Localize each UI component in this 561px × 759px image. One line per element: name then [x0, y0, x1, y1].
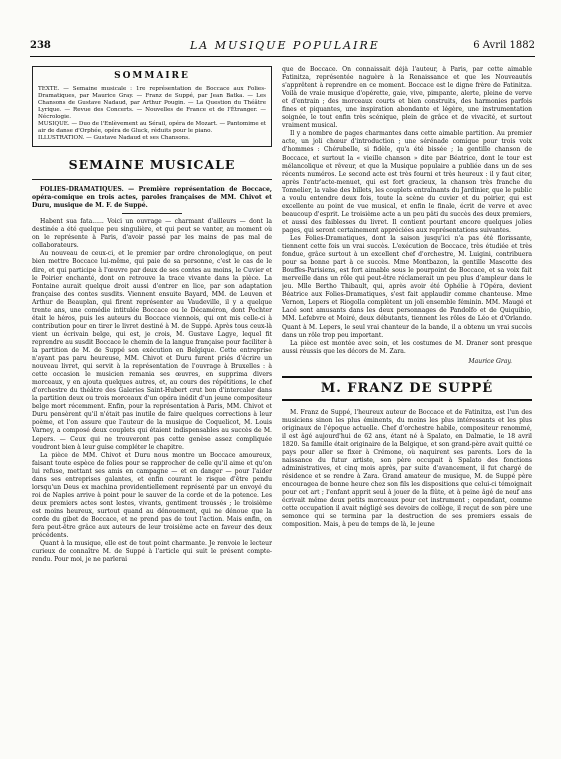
suppe-title: M. FRANZ DE SUPPÉ [282, 376, 532, 401]
semaine-continued-2: Il y a nombre de pages charmantes dans cette aimable partition. Au premier acte, un joli chœur d'introduction ; une sérénade comique pour trois voix d'hommes : Chérubelle, si fidèle, qu'a été bissée ; la gentille chanson de Boccace, et surtout la « vieille chanson » dite par Béatrice, dont le tour est mélancolique et rêveur, et que la Musique populaire a publiée dans un de ses récents numéros. Le second acte est très fourni et très heureux : il y faut citer, après l'entr'acte-menuet, qui est fort gracieux, la chanson très franche du Tonnelier, la valse des billets, les couplets entraînants du Jardinier, que le public a voulu entendre deux fois, toute la scène du cuvier et du poirier, qui est excellente au point de vue musical, et enfin le finale, écrit de verve et avec beaucoup d'esprit. Le troisième acte a un peu pâti du succès des deux premiers, et aussi des faiblesses du livret. Il contient pourtant encore quelques jolies pages, qui seront certainement appréciées aux représentations suivantes. [282, 130, 532, 234]
semaine-paragraph-1: Habent sua fata...... Voici un ouvrage — charmant d'ailleurs — dont la destinée a été quelque peu singulière, et qui peut se vanter, au moment où on le représente à Paris, d'avoir passé par les mains de pas mal de collaborateurs. [32, 218, 272, 250]
semaine-paragraph-4: Quant à la musique, elle est de tout point charmante. Je renvoie le lecteur curieux de connaître M. de Suppé à l'article qui suit le présent compte-rendu. Pour moi, je ne parlerai [32, 540, 272, 564]
sommaire-box [32, 66, 272, 147]
suppe-paragraph-1: M. Franz de Suppé, l'heureux auteur de Boccace et de Fatinitza, est l'un des musiciens sinon les plus éminents, du moins les plus intéressants et les plus originaux de l'époque actuelle. Chef d'orchestre habile, compositeur renommé, il est âgé aujourd'hui de 62 ans, étant né à Spalato, en Dalmatie, le 18 avril 1820. Sa famille était originaire de la Belgique, et son grand-père avait quitté ce pays pour aller se fixer à Crémone, où naquirent ses parents. Lors de la naissance du futur artiste, son père occupait à Spalato des fonctions administratives, et cinq mois après, par suite d'avancement, il fut chargé de résidence et se rendre à Zara. Grand amateur de musique, M. de Suppé père encouragea de bonne heure chez son fils les dispositions que celui-ci témoignait pour cet art ; l'enfant apprit seul à jouer de la flûte, et à peine âgé de neuf ans écrivait même deux petits morceaux pour cet instrument ; cependant, comme cette occupation il avait négligé ses devoirs de collège, il reçut de son père une semonce qui se termina par la destruction de ses premiers essais de composition. Mais, à peu de temps de là, le jeune [282, 408, 532, 529]
semaine-continued-1: que de Boccace. On connaissait déjà l'auteur, à Paris, par cette aimable Fatinitza, représentée naguère à la Renaissance et que les Nouveautés s'apprêtent à reprendre en ce moment. Boccace est le digne frère de Fatinitza. Voilà de vraie musique d'opérette, gaie, vive, pimpante, alerte, pleine de verve et d'entrain ; des morceaux courts et bien construits, des harmonies parfois fines et piquantes, une inspiration abondante et légère, une instrumentation soignée, le tout enfin très scénique, plein de grâce et de vivacité, et surtout vraiment musical. [282, 66, 532, 130]
semaine-continued-4: La pièce est montée avec soin, et les costumes de M. Draner sont presque aussi réussis que les décors de M. Zara. [282, 339, 532, 355]
header-rule [30, 56, 535, 57]
semaine-paragraph-2: Au nouveau de ceux-ci, et le premier par ordre chronologique, on peut bien mettre Boccace lui-même, qui paie de sa personne, c'est le cas de le dire, et qui participe à l'œuvre par deux de ses contes au moins, le Cuvier et le Poirier enchanté, dont on retrouve la trace vivante dans la pièce. La Fontaine aurait quelque droit aussi d'entrer en lice, par son adaptation française des contes susdits. Viennent ensuite Bayard, MM. de Leuven et Arthur de Beauplan, qui firent représenter au Vaudeville, il y a quelque trente ans, une comédie intitulée Boccace ou le Décaméron, dont Pochter était le héros, puis les auteurs du Boccace viennois, qui ont mis celle-ci à contribution pour en tirer le livret destiné à M. de Suppé. Après tous ceux-là vient un écrivain belge, qui est, je crois, M. Gustave Lagye, lequel fit reprendre au susdit Boccace le chemin de la langue française pour faciliter à la partition de M. de Suppé son exécution en Belgique. Cette entreprise n'ayant pas paru heureuse, MM. Chivot et Duru furent priés d'écrire un nouveau livret, qui servit à la représentation de l'ouvrage à Bruxelles : à cette occasion le musicien remania ses œuvres, en supprima divers morceaux, y en ajouta quelques autres, et, au cours des répétitions, le chef d'orchestre du théâtre des Galeries Saint-Hubert crut bon d'intercaler dans la partition deux ou trois morceaux d'un opéra inédit d'un jeune compositeur belge mort récemment. Enfin, pour la représentation à Paris, MM. Chivot et Duru pensèrent qu'il n'était pas inutile de faire quelques corrections à leur poème, et l'on assure que l'auteur de la musique de Coquelicot, M. Louis Varney, a composé deux couplets qui étaient indispensables au succès de M. Lepers. — Ceux qui ne trouveront pas cette genèse assez compliquée voudront bien à leur guise compléter le chapitre. [32, 250, 272, 451]
semaine-lead: FOLIES-DRAMATIQUES. — Première représentation de Boccace, opéra-comique en trois actes, paroles françaises de MM. Chivot et Duru, musique de M. F. de Suppé. [32, 186, 272, 210]
sommaire-title: SOMMAIRE [114, 71, 190, 81]
section-rule [32, 179, 272, 180]
semaine-title: SEMAINE MUSICALE [68, 157, 236, 173]
issue-date: 6 Avril 1882 [473, 40, 535, 51]
sommaire-illustration: ILLUSTRATION. — Gustave Nadaud et ses Chansons. [38, 135, 190, 142]
sommaire-texte: TEXTE. — Semaine musicale : 1re représentation de Boccace aux Folies-Dramatiques, par Maurice Gray. — Franz de Suppé, par Jean Batka. — Les Chansons de Gustave Nadaud, par Arthur Pougin. — La Question du Théâtre Lyrique. — Revue des Concerts. — Nouvelles de France et de l'Étranger. — Nécrologie. [38, 86, 266, 121]
journal-title: LA MUSIQUE POPULAIRE [190, 39, 380, 52]
page-number: 238 [30, 40, 51, 51]
semaine-paragraph-3: La pièce de MM. Chivot et Duru nous montre un Boccace amoureux, faisant toute espèce de folies pour se rapprocher de celle qu'il aime et qu'on lui refuse, mettant ses amis en campagne — et en danger — pour l'aider dans ses entreprises galantes, et enfin courant le risque d'être pendu lorsqu'un Deus ex machina providentiellement représenté par un envoyé du roi de Naples arrive à point pour le sauver de la corde et de la potence. Les deux premiers actes sont lestes, vivants, gentiment troussés ; le troisième est moins heureux, surtout quand au dénouement, qui ne dénoue que la corde du gibet de Boccace, et ne prend pas de tout l'action. Mais enfin, on fera peut-être grâce aux auteurs de leur troisième acte en faveur des deux précédents. [32, 451, 272, 540]
signature: Maurice Gray. [468, 357, 512, 365]
semaine-continued-3: Les Folies-Dramatiques, dont la saison jusqu'ici n'a pas été florissante, tiennent cette fois un vrai succès. L'exécution de Boccace, très étudiée et très fondue, grâce surtout à un excellent chef d'orchestre, M. Luigini, contribuera pour sa bonne part à ce succès. Mme Montbazon, la gentille Mascotte des Bouffes-Parisiens, est fort aimable sous le pourpoint de Boccace, et sa voix fait merveille dans un rôle qui peut-être réclamerait un peu plus d'ampleur dans le jeu. Mlle Bertho Thibault, qui, après avoir été Ophélie à l'Opéra, devient Béatrice aux Folies-Dramatiques, s'est fait applaudir comme chanteuse. Mme Vernon, Lepers et Riogolla complètent un joli ensemble féminin. MM. Maugé et Lacé sont amusants dans les deux personnages de Pandolfo et de Quiquibio, MM. Lefebvre et Moiré, deux débutants, tiennent les rôles de Léo et d'Orlando. Quant à M. Lepers, le seul vrai chanteur de la bande, il a obtenu un vrai succès dans un rôle trop peu important. [282, 234, 532, 339]
right-column [282, 66, 532, 529]
left-column [32, 66, 272, 564]
page-header [30, 40, 535, 54]
sommaire-musique: MUSIQUE. — Duo de l'Enlèvement au Sérail, opéra de Mozart. — Pantomime et air de danse d'Orphée, opéra de Gluck, réduits pour le piano. [38, 121, 266, 135]
lead-rule [122, 213, 182, 214]
